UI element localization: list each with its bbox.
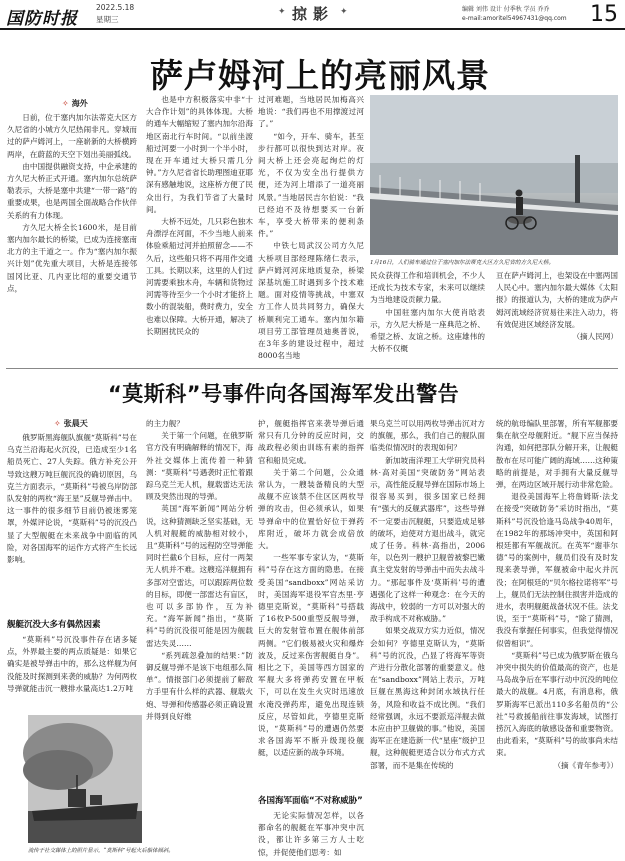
bridge-photo [370, 95, 618, 255]
article2-column-2 [146, 418, 253, 844]
warship-photo-caption: 流传于社交媒体上的照片显示，“莫斯科”号起火后船体倾斜。 [28, 848, 174, 854]
paragraph: 大桥不远处，几只彩色独木舟漂浮在河面，不少当地人前来体验乘船过河并拍照留念——不久后，这些船只将不再用作交通工具。长期以来，这里的人们过河需要乘独木舟，车辆和货物过河需等待至少一个小时才能挤上数小的混装船，费时费力，安全也难以保障。大桥开通，解决了长期困扰民众的 [146, 217, 253, 336]
article2-column-4 [370, 418, 485, 850]
editors-credit: 编辑 刘伟 设计 付季秋 学员 乔乔 [462, 6, 550, 13]
paragraph: “莫斯科”号已成为俄罗斯在俄乌冲突中损失的价值最高的资产，也是马岛战争后在军事行动中沉没的吨位最大的战舰。4月底，有消息称，俄罗斯海军已派出110多名船员的“公社”号救援船前往事发海域，试图打捞沉入海底的敏感设备和重要物资。由此看来，“莫斯科”号的故事尚未结束。 [496, 650, 618, 758]
bridge-photo-caption: 1月16日，人们骑车通过位于塞内加尔法蒂克大区方久尼省的方久尼大桥。 [370, 260, 555, 266]
article1-byline-text: 海外 [71, 99, 88, 108]
newspaper-logo: 国防时报 [6, 9, 78, 29]
article1-column-5 [496, 270, 618, 364]
paragraph: 中铁七局武汉公司方久尼大桥项目部经理陈绪仁表示，萨卢姆河河床地质复杂，桥梁深基坑施工时遇到多个技术难题。面对疫情等挑战，中塞双方工作人员共同努力，确保大桥顺利完工通车。塞内加尔籍项目劳工部管理员迪奥普说，在3年多的建设过程中，超过8000名当地 [258, 241, 364, 361]
paragraph: 如果交战双方实力近似，情况会如何？亨德里克斯认为，“莫斯科”号的沉没，凸显了将海军等资产进行分散化部署的重要意义。他在“sandboxx”网站上表示，万吨巨舰在黑海这种封闭水域执行任务，风险和收益不成比例。“我们经常强调，永远不要派巡洋舰去做本应由护卫舰做的事。”他说，美国海军正在建造新一代“星座”级护卫舰，这种舰艇更适合以分布式方式部署，而不是集在传统的 [370, 626, 485, 770]
article2-byline [54, 418, 88, 429]
paragraph: 日前，位于塞内加尔法蒂克大区方久尼省的小城方久尼热闹非凡。穿城而过的萨卢姆河上，一座崭新的大桥横跨两岸，在蔚蓝的天空下划出美丽弧线。 [7, 113, 137, 159]
bridge-illustration [370, 95, 618, 255]
article-divider [6, 368, 618, 369]
paragraph: 英国“海军新闻”网站分析说，这种猜测缺乏坚实基础，无人机对舰艇的威胁相对较小，且“莫斯科”号的远程防空导弹能同时拦截6个目标，应付一两架无人机并不难。这艘巡洋舰拥有多部对空雷达，可以跟踪两位数的目标，即便一部雷达有盲区，也可以多部协作，互为补充。“海军新闻”指出，“莫斯科”号的沉没很可能是因为舰载雷达失灵…… [146, 504, 253, 648]
paragraph: “系列疏忽叠加的结果：”防御反舰导弹不是该下电组那么简单”。情报部门必须提前了解敌方手里有什么样的武器、舰载火炮、导弹和传感器必须正确设置并得到良好维 [146, 650, 253, 721]
paragraph: 亘在萨卢姆河上，也架设在中塞两国人民心中。塞内加尔最大媒体《太阳报》的报道认为，大桥的建成为萨卢姆河流域经济贸易往来注入动力，将有效促进区域经济发展。 [496, 271, 618, 329]
paragraph: 也是中方积极落实中非“十大合作计划”的具体体现。大桥的通车大幅缩短了塞内加尔沿海地区南北行车时间。“以前坐渡船过河要一小时到一个半小时，现在开车通过大桥只需几分钟。”方久尼省省长助理图迪亚耶深有感触地说，这座桥方便了民众出行，为我们节省了大量时间。 [146, 95, 253, 214]
paragraph: “如今，开车、骑车，甚至步行都可以很快到达对岸。夜间大桥上还会亮起绚烂的灯光，不仅为安全出行提供方便，还为河上增添了一道亮丽风景。”当地居民吉尔伯说：“我已经迫不及待想要买一台新车，享受大桥带来的便利条件。” [258, 131, 364, 239]
diamond-icon: ✧ [62, 99, 69, 108]
paragraph: 新加坡南洋理工大学研究员科林·高对美国“突破防务”网站表示，高性能反舰导弹在国际市场上很容易买到，很多国家已经拥有“强大的反舰武器库”，这些导弹不一定要击沉舰艇，只要造成足够的破坏，迫使对方退出战斗，就完成了任务。科林·高指出，2006年，以色列一艘护卫舰曾被黎巴嫩真主党发射的导弹击中而失去战斗力。“那起事件及‘莫斯科’号的遭遇强化了这样一种观念：在今天的海战中，较弱的一方可以对强大的敌手构成不对称威胁。” [370, 455, 485, 624]
paragraph: 的主力舰？ [146, 419, 184, 428]
paragraph: 方久尼大桥全长1600米，是目前塞内加尔最长的桥梁，已成为连接塞南北方的主干道之一。作为“塞内加尔振兴计划”优先重大项目，大桥是连接邻国冈比亚、几内亚比绍的重要交通节点， [7, 222, 137, 293]
contact-email: e-mail:amoritel54967431@qq.com [462, 15, 567, 22]
paragraph: 由中国提供融资支持，中企承建的方久尼大桥正式开通。塞内加尔总统萨勒表示，大桥是塞中共建“一带一路”的重要成果，也是两国全面战略合作伙伴关系的有力体现。 [7, 161, 137, 220]
star-icon: ✦ [340, 7, 348, 17]
paragraph: 俄罗斯黑海舰队旗舰“莫斯科”号在乌克兰沿海起火沉没，已造成至少1名船员死亡、27人失踪。俄方补充公开导致这艘万吨巨舰沉没的确切原因，乌克兰方面表示，“莫斯科”号被乌岸防部队发射的两枚“海王星”反舰导弹击中。这一事件的很多细节目前仍被迷雾笼罩，外媒评论说，“莫斯科”号的沉没凸显了大型舰艇在未来战争中面临的风险，对各国海军的运作方式将产生长远影响。 [7, 433, 137, 565]
article2-column-3 [258, 418, 364, 788]
article2-column-1 [7, 432, 137, 608]
page-number: 15 [590, 2, 618, 27]
paragraph: 一些军事专家认为，“莫斯科”号存在这方面的隐患。在接受美国“sandboxx”网站采访时，美国海军退役军官杰里·亨德里克斯说，“莫斯科”号搭载了16枚P-500重型反舰导弹，巨大的发射管布置在舰体前部两侧。“它们极易被火灾和爆炸波及，反过来伤害舰艇自身”。相比之下，美国等西方国家的军舰大多将弹药安置在甲板下，可以在发生火灾时迅速放水淹没弹药库，避免出现连锁反应，尽管如此，亨德里克斯说，“莫斯科”号的遭遇仍然要求各国海军不断升级现役舰艇，以适应新的战争环境。 [258, 553, 364, 758]
warship-photo [28, 715, 142, 843]
masthead [0, 0, 625, 30]
article2-column-3-continued [258, 810, 364, 857]
paragraph: 无论实际情况怎样，以各都命名的舰艇在军事冲突中沉没，都让许多第三方人士吃惊，并促使他们思考：如 [258, 811, 364, 857]
paragraph: 中国驻塞内加尔大使肖晗表示，方久尼大桥是一座典范之桥、希望之桥、友谊之桥。这座雄伟的大桥不仅概 [370, 307, 485, 354]
article2-column-1-continued [7, 634, 137, 714]
warship-illustration [28, 715, 142, 843]
article2-subhead-2: 各国海军面临“不对称威胁” [258, 796, 363, 806]
paragraph: 统的航母编队里部署，所有军舰都要集在航空母舰附近。“舰下应当保持沟通，如何把部队分解开来，让舰艇散布在尽可能广阔的海域……这种策略的前提是，对手拥有大量反舰导弹，在两边区域开展行动非常危险。 [496, 419, 618, 490]
issue-date: 2022.5.18 [96, 3, 135, 12]
article1-headline: 萨卢姆河上的亮丽风景 [150, 56, 490, 95]
paragraph: 过河难题，当地居民加梅高兴地说：“我们再也不用撑渡过河了。” [258, 95, 364, 129]
article2-byline-text: 张晨天 [63, 419, 88, 428]
paragraph: “莫斯科”号沉没事件存在诸多疑点，外界最主要的两点质疑是：如果它确实是被导弹击中的，那么这样舰为何没能及时探测到来袭的威胁？为何两枚导弹就能击沉一艘排水量高达1.2万吨 [7, 635, 137, 693]
diamond-icon: ✧ [54, 419, 61, 428]
source-note: （摘人民网） [572, 332, 618, 342]
article1-byline [62, 98, 88, 109]
article2-column-5 [496, 418, 618, 858]
article1-column-1 [7, 112, 137, 362]
article2-headline: “莫斯科”号事件向各国海军发出警告 [108, 382, 460, 406]
article2-subhead-1: 舰艇沉没大多有偶然因素 [7, 620, 101, 630]
paragraph: 关于第二个问题，公众通常认为，一艘装备精良的大型战舰不应该禁不住区区两枚导弹的攻击，但必须承认，如果导弹命中的位置恰好位于弹药库附近，破坏力就会成倍放大。 [258, 467, 364, 551]
paragraph: 退役美国海军上将詹姆斯·法戈在接受“突破防务”采访时指出，“莫斯科”号沉没恰逢马岛战争40周年，在1982年的那场冲突中，英国和阿根廷都有军舰战沉。在英军“谢菲尔德”号的案例中，舰员们没有及时发现来袭导弹，军舰被命中起火并沉没；在阿根廷的“贝尔格拉诺将军”号上，舰员们无法控制住损害并造成的进水，表明舰艇战备状况不佳。法戈说，至于“莫斯科”号，“除了猜测，我没有掌握任何事实，但我觉得情况似曾相识”。 [496, 492, 618, 648]
paragraph: 民众获得工作和培训机会，不少人还成长为技术专家，未来可以继续为当地建设贡献力量。 [370, 271, 485, 305]
source-note: （摘《青年参考》） [553, 760, 618, 770]
issue-weekday: 星期三 [96, 15, 119, 24]
section-name: 掠影 [292, 5, 335, 23]
paragraph: 护，舰艇指挥官来袭导弹后通常只有几分钟的反应时间，交战政程必须由训练有素的指挥官和船员完成。 [258, 419, 364, 465]
paragraph: 果乌克兰可以用两枚导弹击沉对方的旗舰，那么，我们自己的舰队面临类似情况时的表现如何？ [370, 419, 485, 453]
article1-column-2 [146, 94, 253, 362]
star-icon: ✦ [278, 7, 286, 17]
paragraph: 关于第一个问题，在俄罗斯官方没有明确解释的情况下，海外社交媒体上流传着一种猜测：“莫斯科”号遇袭时正忙着跟踪乌克兰无人机，舰载雷达无法顾及突然出现的导弹。 [146, 431, 253, 502]
article1-column-3 [258, 94, 364, 362]
article1-column-4 [370, 270, 485, 362]
